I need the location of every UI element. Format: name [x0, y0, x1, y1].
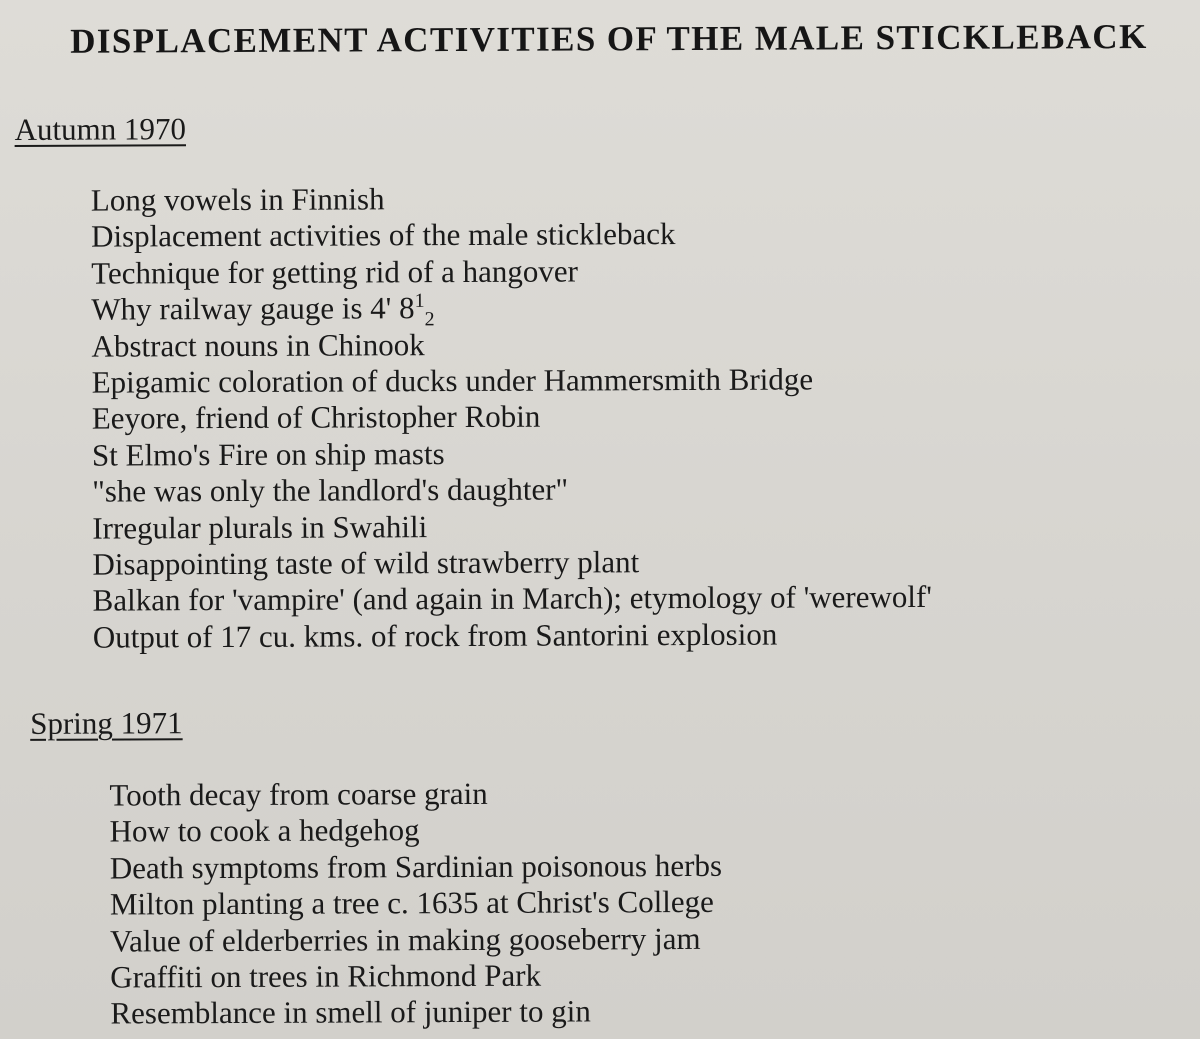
list-item: Disappointing taste of wild strawberry plant: [92, 544, 640, 582]
list-item: Output of 17 cu. kms. of rock from Santorini explosion: [92, 616, 778, 655]
list-item: Value of elderberries in making gooseberry jam: [110, 920, 701, 959]
list-item: Death symptoms from Sardinian poisonous herbs: [109, 847, 723, 886]
section-heading-spring-1971: Spring 1971: [30, 705, 183, 741]
list-item: Epigamic coloration of ducks under Hammersmith Bridge: [91, 361, 814, 400]
list-item: Milton planting a tree c. 1635 at Christ's College: [109, 884, 714, 922]
list-item: Abstract nouns in Chinook: [91, 326, 425, 364]
list-item: St Elmo's Fire on ship masts: [91, 435, 445, 473]
section-heading-autumn-1970: Autumn 1970: [14, 111, 187, 147]
list-item: Eeyore, friend of Christopher Robin: [91, 399, 541, 437]
list-item: Tooth decay from coarse grain: [109, 775, 488, 813]
list-item: Long vowels in Finnish: [90, 181, 385, 218]
list-item: Irregular plurals in Swahili: [92, 508, 428, 546]
spring-1971-list: [109, 775, 722, 1033]
document-title: DISPLACEMENT ACTIVITIES OF THE MALE STICKLEBACK: [70, 16, 1148, 61]
list-item: Technique for getting rid of a hangover: [91, 253, 579, 291]
list-item: "she was only the landlord's daughter": [92, 471, 569, 509]
list-item: Graffiti on trees in Richmond Park: [110, 957, 542, 995]
list-item: Why railway gauge is 4' $8^1_2$: [91, 290, 435, 331]
list-item: Resemblance in smell of juniper to gin: [110, 993, 591, 1031]
list-item: Displacement activities of the male stickleback: [90, 216, 676, 255]
fraction-denominator: 2: [424, 308, 435, 331]
list-item: Balkan for 'vampire' (and again in March); etymology of 'werewolf': [92, 579, 932, 619]
autumn-1970-list: [91, 179, 932, 656]
fraction-numerator: 1: [414, 290, 425, 313]
list-item: How to cook a hedgehog: [109, 812, 420, 849]
